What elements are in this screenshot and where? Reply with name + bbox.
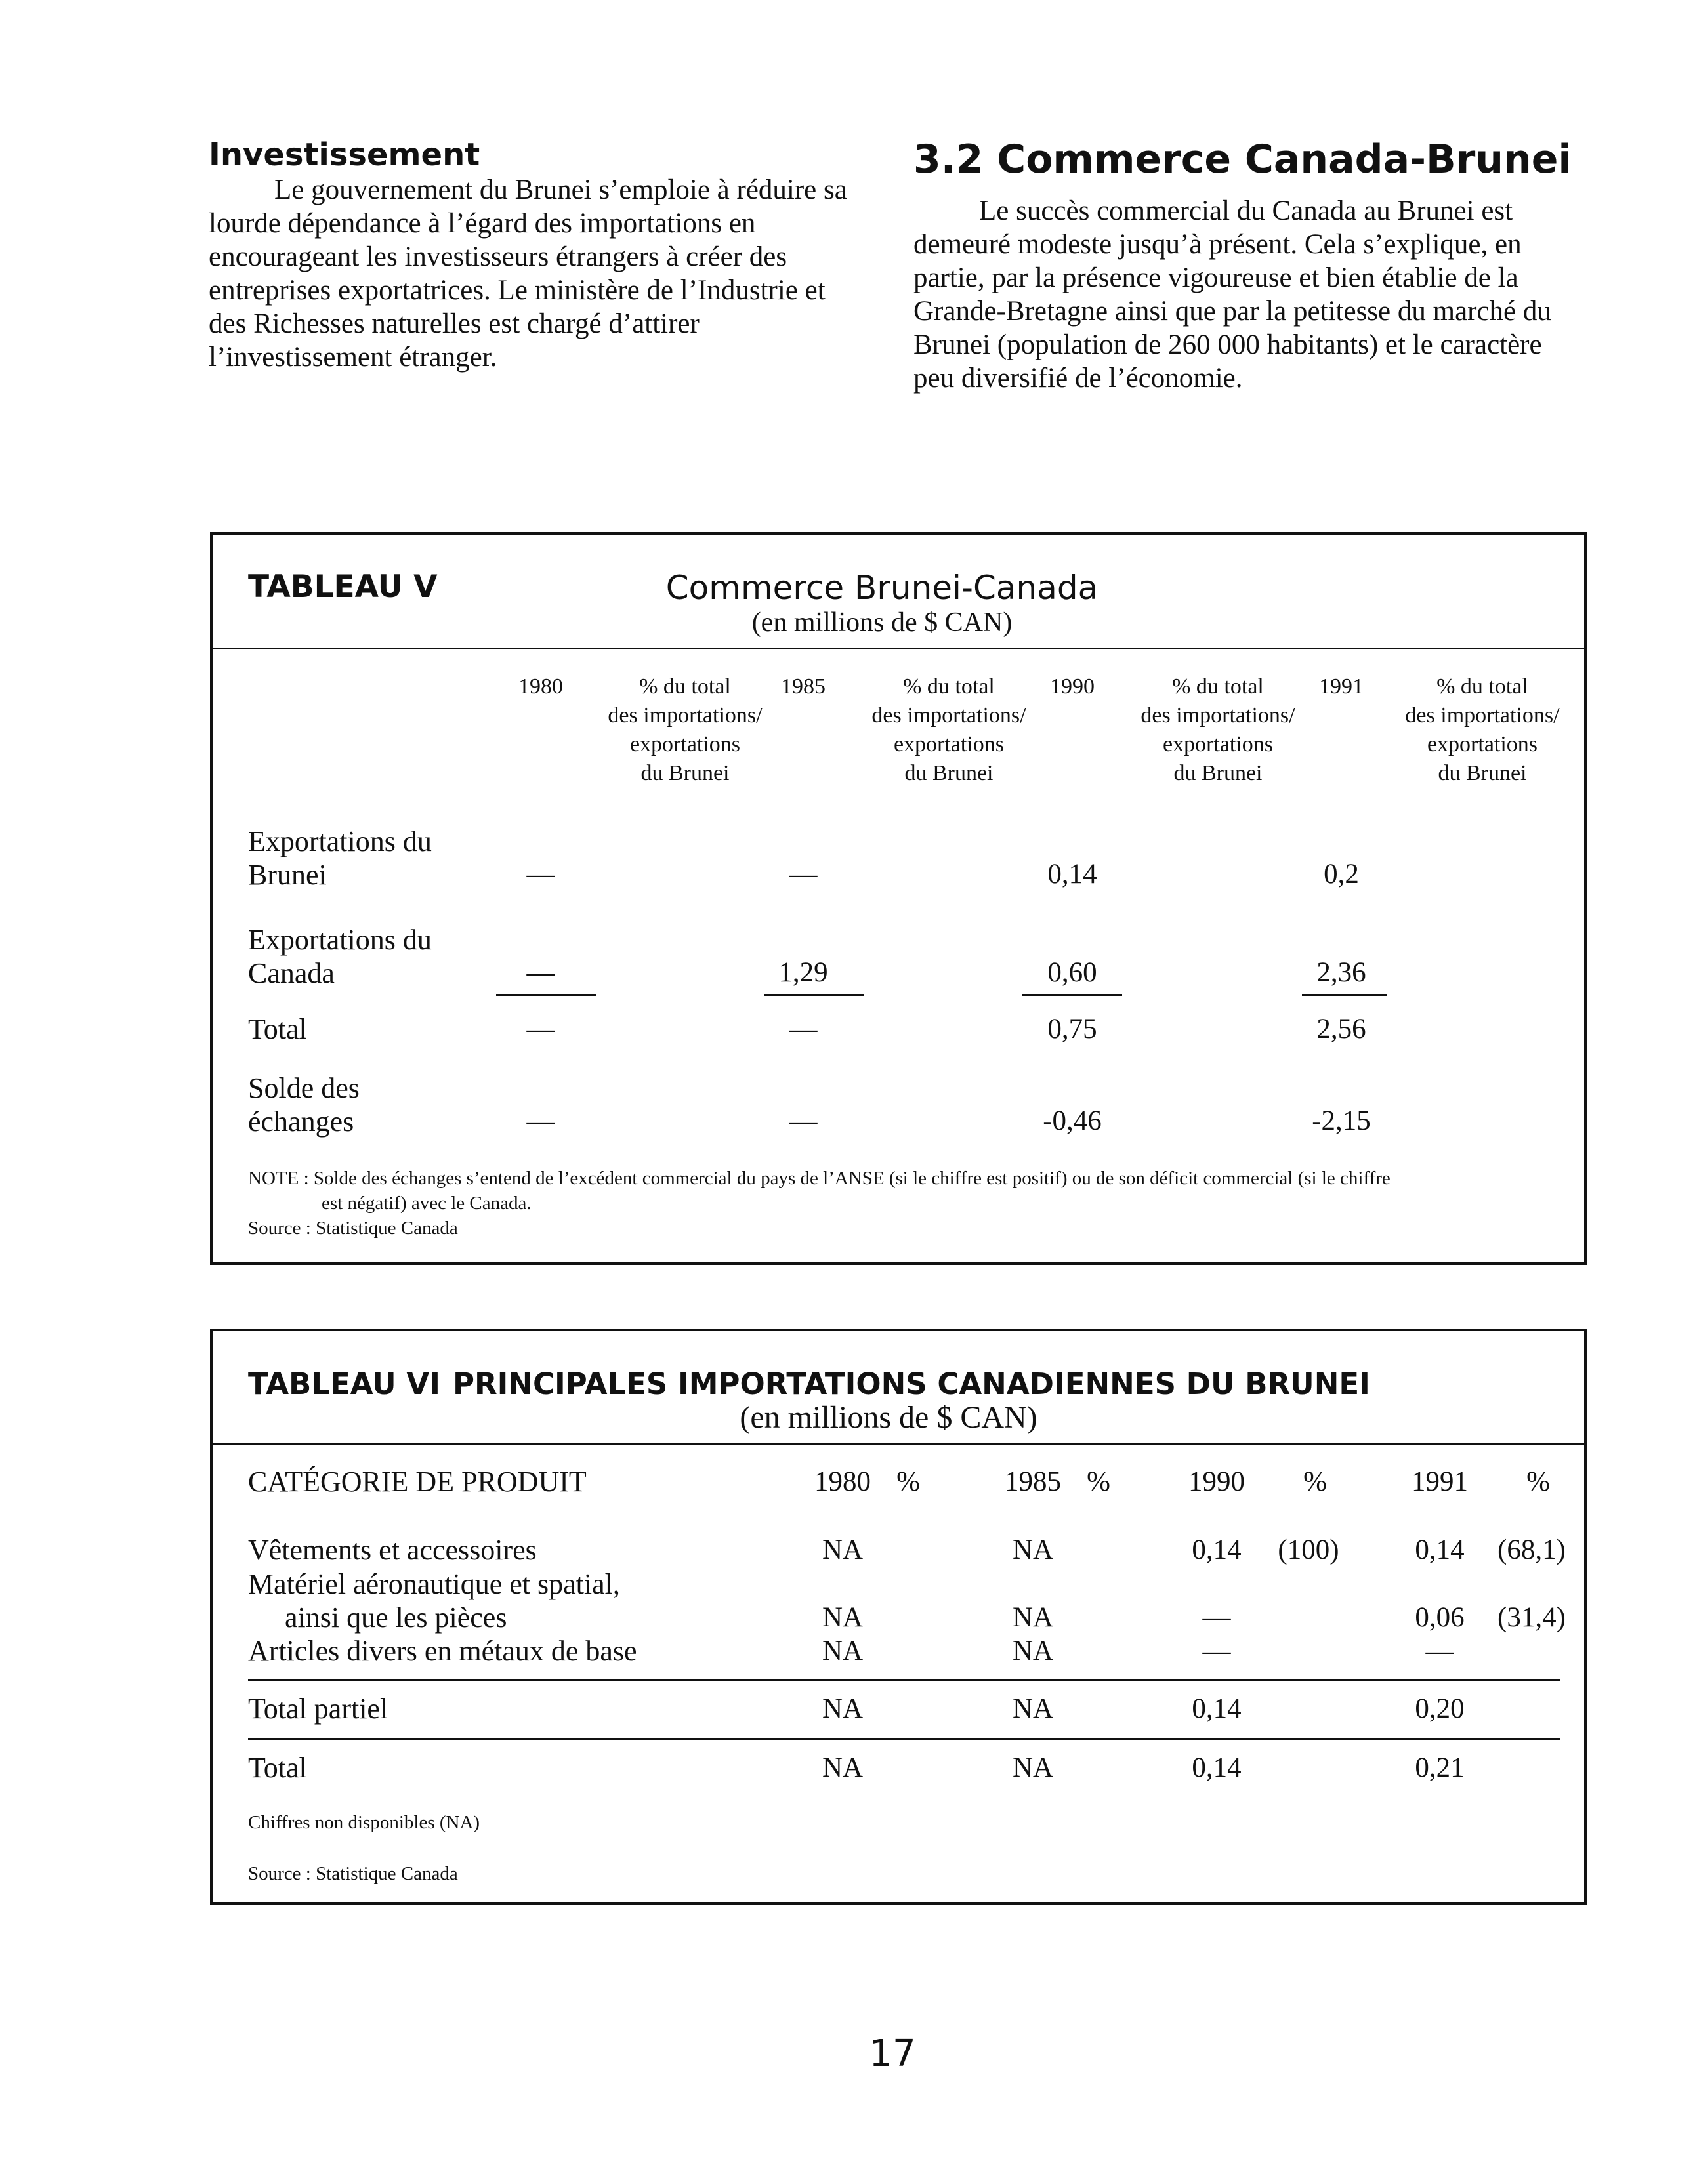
table-vi-cell: NA	[1012, 1636, 1054, 1666]
table-vi-cell: NA	[1012, 1693, 1054, 1724]
table-vi-cell: (31,4)	[1497, 1602, 1566, 1633]
trade-paragraph: Le succès commercial du Canada au Brunei est demeuré modeste jusqu’à présent. Cela s’explique, en partie, par la présence vigoureuse et bien établie de la Grande-Bretagne ainsi que par la petitesse du marché du Brunei (population de 260 000 habitants) et le caractère peu diversifié de l’économie.	[913, 196, 1551, 394]
table-v-year: 1990	[1050, 674, 1095, 699]
table-vi-total-rule	[248, 1738, 1560, 1740]
table-vi-pct: %	[1087, 1466, 1110, 1497]
table-v-row-label: Exportations du Canada	[248, 924, 432, 989]
page-number: 17	[869, 2032, 916, 2075]
table-vi-row-label: Articles divers en métaux de base	[248, 1635, 637, 1667]
table-v-note: NOTE : Solde des échanges s’entend de l’excédent commercial du pays de l’ANSE (si le chiffre est positif) ou de son déficit commercial (si le chiffre est négatif) avec le Canada. Source : Statistique Canada	[248, 1166, 1560, 1241]
table-vi	[210, 1329, 1587, 1905]
table-vi-pct: %	[1303, 1466, 1327, 1497]
table-v-subtitle: (en millions de $ CAN)	[751, 608, 1013, 638]
table-vi-cell: 0,06	[1415, 1602, 1465, 1633]
table-vi-cell: (100)	[1278, 1535, 1339, 1565]
table-vi-pct: %	[896, 1466, 920, 1497]
table-vi-cell: NA	[822, 1752, 864, 1783]
table-v-row-label: Exportations du Brunei	[248, 825, 432, 891]
table-v-cell: —	[526, 859, 555, 890]
table-vi-row-label: Matériel aéronautique et spatial, ainsi que les pièces	[248, 1568, 620, 1634]
table-vi-cell: 0,14	[1192, 1693, 1242, 1724]
table-vi-na-note: Chiffres non disponibles (NA)	[248, 1812, 480, 1833]
table-vi-cell: 0,14	[1415, 1535, 1465, 1565]
table-vi-year: 1990	[1188, 1466, 1245, 1497]
table-v-title: Commerce Brunei-Canada	[665, 569, 1099, 607]
table-v-sum-underline	[1302, 994, 1387, 996]
table-v-cell: 0,14	[1047, 859, 1097, 890]
table-vi-cell: (68,1)	[1497, 1535, 1566, 1565]
table-v-row-label: Solde des échanges	[248, 1072, 360, 1138]
table-v-year: 1991	[1319, 674, 1364, 699]
table-vi-year: 1985	[1005, 1466, 1061, 1497]
table-vi-cell: NA	[822, 1535, 864, 1565]
table-vi-cell: 0,20	[1415, 1693, 1465, 1724]
table-v-cell: —	[526, 957, 555, 988]
table-vi-row-label: Total	[248, 1752, 307, 1784]
investment-heading: Investissement	[209, 136, 480, 173]
table-vi-cell: NA	[1012, 1535, 1054, 1565]
table-vi-pct: %	[1526, 1466, 1550, 1497]
table-vi-cell: —	[1425, 1636, 1454, 1666]
table-v-sum-underline	[496, 994, 596, 996]
table-vi-year: 1980	[814, 1466, 871, 1497]
table-v-row-label: Total	[248, 1013, 307, 1045]
table-vi-cell: 0,21	[1415, 1752, 1465, 1783]
table-vi-row-label: Vêtements et accessoires	[248, 1534, 537, 1566]
table-vi-subtotal-rule	[248, 1679, 1560, 1681]
table-v-cell: 0,75	[1047, 1014, 1097, 1044]
table-vi-cell: NA	[1012, 1752, 1054, 1783]
table-v-cell: 1,29	[778, 957, 828, 988]
table-v-sum-underline	[764, 994, 864, 996]
table-v-pct-header: % du total des importations/ exportations du Brunei	[608, 674, 763, 785]
table-v-cell: 2,36	[1316, 957, 1366, 988]
table-v-cell: —	[789, 859, 818, 890]
table-v-cell: -0,46	[1043, 1105, 1102, 1136]
table-vi-cell: NA	[822, 1602, 864, 1633]
table-vi-row-label: Total partiel	[248, 1693, 388, 1725]
table-v-pct-header: % du total des importations/ exportations du Brunei	[1405, 674, 1560, 785]
table-vi-source: Source : Statistique Canada	[248, 1863, 458, 1884]
table-vi-title: PRINCIPALES IMPORTATIONS CANADIENNES DU BRUNEI	[453, 1367, 1370, 1401]
table-v-source: Source : Statistique Canada	[248, 1218, 458, 1239]
table-vi-cell: NA	[822, 1693, 864, 1724]
investment-section	[209, 136, 865, 374]
table-v-pct-header: % du total des importations/ exportations du Brunei	[871, 674, 1026, 785]
trade-heading: 3.2 Commerce Canada-Brunei	[913, 136, 1572, 182]
table-v-cell: —	[526, 1014, 555, 1044]
table-v-year: 1985	[781, 674, 826, 699]
table-vi-cell: NA	[822, 1636, 864, 1666]
table-vi-category-header: CATÉGORIE DE PRODUIT	[248, 1466, 587, 1498]
table-vi-cell: —	[1202, 1602, 1231, 1633]
table-vi-cell: NA	[1012, 1602, 1054, 1633]
table-vi-cell: —	[1202, 1636, 1231, 1666]
table-v-header-rule	[213, 648, 1584, 649]
table-v-cell: 0,2	[1324, 859, 1359, 890]
table-v-cell: —	[789, 1014, 818, 1044]
table-v-cell: -2,15	[1312, 1105, 1371, 1136]
table-v-cell: —	[789, 1105, 818, 1136]
table-vi-header-rule	[213, 1443, 1584, 1445]
table-vi-subtitle: (en millions de $ CAN)	[740, 1400, 1037, 1435]
investment-paragraph: Le gouvernement du Brunei s’emploie à réduire sa lourde dépendance à l’égard des importations en encourageant les investisseurs étrangers à créer des entreprises exportatrices. Le ministère de l’Industrie et des Richesses naturelles est chargé d’attirer l’investissement étranger.	[209, 175, 847, 373]
table-vi-label: TABLEAU VI	[248, 1367, 440, 1401]
trade-section	[913, 136, 1576, 395]
table-v	[210, 532, 1587, 1265]
table-v-cell: 0,60	[1047, 957, 1097, 988]
table-v-year: 1980	[518, 674, 563, 699]
table-v-cell: 2,56	[1316, 1014, 1366, 1044]
table-vi-cell: 0,14	[1192, 1535, 1242, 1565]
table-v-label: TABLEAU V	[248, 569, 438, 605]
table-vi-cell: 0,14	[1192, 1752, 1242, 1783]
table-v-pct-header: % du total des importations/ exportations du Brunei	[1140, 674, 1295, 785]
table-v-sum-underline	[1022, 994, 1122, 996]
table-v-cell: —	[526, 1105, 555, 1136]
table-vi-year: 1991	[1412, 1466, 1468, 1497]
